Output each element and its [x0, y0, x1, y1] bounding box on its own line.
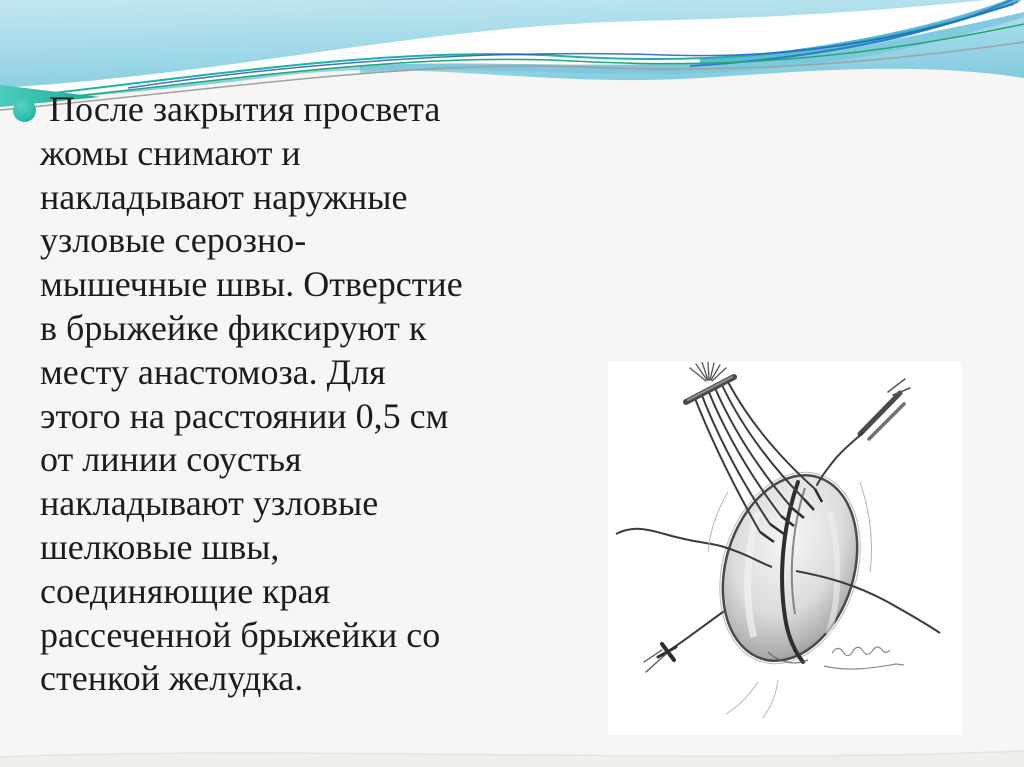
body-text-line: накладывают узловые [40, 483, 379, 524]
signature-squiggle [824, 647, 904, 669]
thread-knot [644, 612, 723, 672]
clamp-rod-top-right [817, 379, 910, 485]
body-text-line: мышечные швы. Отверстие [40, 264, 463, 305]
thread-bristles [690, 362, 726, 381]
footer-wave-decoration [0, 739, 1024, 767]
body-text-line: шелковые швы, [40, 526, 280, 567]
body-text-line: от линии соустья [40, 439, 302, 480]
body-text-line: накладывают наружные [40, 176, 408, 217]
body-text-line: этого на расстоянии 0,5 см [40, 395, 449, 436]
body-text-line: месту анастомоза. Для [40, 351, 386, 392]
body-text-line: стенкой желудка. [40, 658, 304, 699]
body-text-line: жомы снимают и [40, 132, 301, 173]
body-text-line: рассеченной брыжейки со [40, 614, 441, 655]
body-text-line: узловые серозно- [40, 220, 307, 261]
body-text-line: соединяющие края [40, 570, 331, 611]
bullet-marker [13, 99, 36, 122]
bullet-paragraph [40, 88, 530, 701]
body-text-line: в брыжейке фиксируют к [40, 307, 427, 348]
body-text-line: После закрытия просвета [40, 89, 441, 129]
figure-panel [608, 362, 962, 735]
stomach-shape [697, 455, 882, 682]
surgical-illustration [608, 362, 962, 735]
